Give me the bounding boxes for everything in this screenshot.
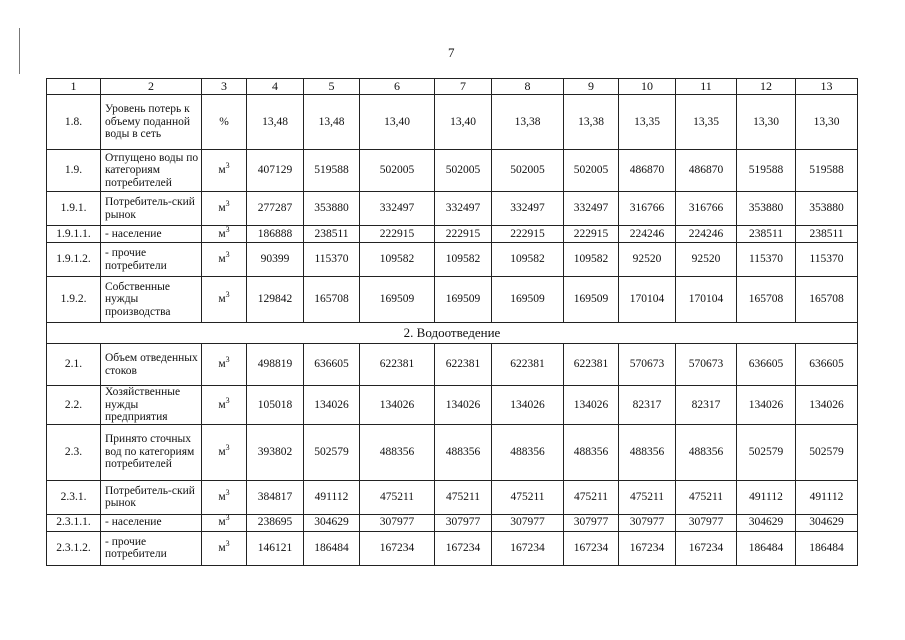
header-row xyxy=(47,79,858,95)
unit-superscript: 3 xyxy=(225,250,230,260)
value-cell: 304629 xyxy=(796,514,858,531)
unit-cell: $м^3$ xyxy=(202,150,247,192)
row-name-cell: Принято сточных вод по категориям потребителей xyxy=(101,424,202,480)
value-cell: 353880 xyxy=(304,192,360,226)
value-cell: 393802 xyxy=(247,424,304,480)
value-cell: 222915 xyxy=(435,226,492,243)
table-row xyxy=(47,150,858,192)
table-row xyxy=(47,531,858,565)
page-number: 7 xyxy=(448,45,455,60)
value-cell: 186484 xyxy=(304,531,360,565)
value-cell: 491112 xyxy=(737,480,796,514)
row-id-cell: 2.2. xyxy=(47,386,101,425)
table-row xyxy=(47,243,858,277)
value-cell: 167234 xyxy=(492,531,564,565)
value-cell: 169509 xyxy=(435,277,492,323)
value-cell: 238511 xyxy=(737,226,796,243)
value-cell: 475211 xyxy=(676,480,737,514)
row-name-cell: Потребитель-ский рынок xyxy=(101,480,202,514)
unit-cell: $м^3$ xyxy=(202,344,247,386)
unit-superscript: 3 xyxy=(225,513,230,523)
row-id-cell: 1.9.1.1. xyxy=(47,226,101,243)
unit-cell: % xyxy=(202,95,247,150)
column-number-cell: 12 xyxy=(737,79,796,95)
value-cell: 316766 xyxy=(676,192,737,226)
value-cell: 82317 xyxy=(619,386,676,425)
value-cell: 105018 xyxy=(247,386,304,425)
value-cell: 167234 xyxy=(435,531,492,565)
value-cell: 167234 xyxy=(619,531,676,565)
value-cell: 186484 xyxy=(796,531,858,565)
value-cell: 222915 xyxy=(492,226,564,243)
value-cell: 109582 xyxy=(360,243,435,277)
unit-cell: $м^3$ xyxy=(202,226,247,243)
table-row xyxy=(47,344,858,386)
value-cell: 13,35 xyxy=(619,95,676,150)
value-cell: 502005 xyxy=(435,150,492,192)
value-cell: 491112 xyxy=(796,480,858,514)
value-cell: 109582 xyxy=(564,243,619,277)
value-cell: 115370 xyxy=(737,243,796,277)
value-cell: 167234 xyxy=(676,531,737,565)
value-cell: 353880 xyxy=(737,192,796,226)
row-id-cell: 1.9.1.2. xyxy=(47,243,101,277)
value-cell: 475211 xyxy=(619,480,676,514)
unit-superscript: 3 xyxy=(225,395,230,405)
value-cell: 13,40 xyxy=(360,95,435,150)
unit-superscript: 3 xyxy=(225,355,230,365)
value-cell: 169509 xyxy=(564,277,619,323)
value-cell: 13,38 xyxy=(492,95,564,150)
unit-superscript: 3 xyxy=(225,199,230,209)
value-cell: 519588 xyxy=(796,150,858,192)
value-cell: 307977 xyxy=(492,514,564,531)
row-id-cell: 1.8. xyxy=(47,95,101,150)
value-cell: 622381 xyxy=(435,344,492,386)
value-cell: 134026 xyxy=(796,386,858,425)
value-cell: 238695 xyxy=(247,514,304,531)
unit-superscript: 3 xyxy=(225,538,230,548)
value-cell: 502005 xyxy=(360,150,435,192)
value-cell: 129842 xyxy=(247,277,304,323)
row-id-cell: 2.3.1.2. xyxy=(47,531,101,565)
row-id-cell: 2.1. xyxy=(47,344,101,386)
value-cell: 222915 xyxy=(360,226,435,243)
value-cell: 165708 xyxy=(304,277,360,323)
value-cell: 307977 xyxy=(676,514,737,531)
value-cell: 570673 xyxy=(619,344,676,386)
section-title: 2. Водоотведение xyxy=(47,323,858,344)
value-cell: 316766 xyxy=(619,192,676,226)
value-cell: 82317 xyxy=(676,386,737,425)
value-cell: 134026 xyxy=(737,386,796,425)
row-name-cell: Потребитель-ский рынок xyxy=(101,192,202,226)
value-cell: 491112 xyxy=(304,480,360,514)
value-cell: 502005 xyxy=(492,150,564,192)
value-cell: 486870 xyxy=(676,150,737,192)
column-number-cell: 9 xyxy=(564,79,619,95)
table-row xyxy=(47,514,858,531)
value-cell: 519588 xyxy=(737,150,796,192)
value-cell: 169509 xyxy=(360,277,435,323)
unit-superscript: 3 xyxy=(225,161,230,171)
value-cell: 115370 xyxy=(796,243,858,277)
section-row xyxy=(47,323,858,344)
value-cell: 353880 xyxy=(796,192,858,226)
value-cell: 115370 xyxy=(304,243,360,277)
table-row xyxy=(47,386,858,425)
table-row xyxy=(47,226,858,243)
row-id-cell: 1.9.2. xyxy=(47,277,101,323)
unit-cell: $м^3$ xyxy=(202,514,247,531)
value-cell: 109582 xyxy=(492,243,564,277)
value-cell: 622381 xyxy=(360,344,435,386)
unit-cell: $м^3$ xyxy=(202,243,247,277)
column-number-cell: 10 xyxy=(619,79,676,95)
value-cell: 134026 xyxy=(492,386,564,425)
table-row xyxy=(47,95,858,150)
unit-cell: $м^3$ xyxy=(202,386,247,425)
value-cell: 488356 xyxy=(676,424,737,480)
value-cell: 134026 xyxy=(564,386,619,425)
row-name-cell: Объем отведенных стоков xyxy=(101,344,202,386)
unit-superscript: 3 xyxy=(225,442,230,452)
table-row xyxy=(47,277,858,323)
value-cell: 498819 xyxy=(247,344,304,386)
column-number-cell: 8 xyxy=(492,79,564,95)
value-cell: 146121 xyxy=(247,531,304,565)
value-cell: 636605 xyxy=(737,344,796,386)
value-cell: 502579 xyxy=(796,424,858,480)
unit-cell: $м^3$ xyxy=(202,480,247,514)
unit-superscript: 3 xyxy=(225,290,230,300)
row-name-cell: Отпущено воды по категориям потребителей xyxy=(101,150,202,192)
unit-cell: $м^3$ xyxy=(202,531,247,565)
column-number-cell: 6 xyxy=(360,79,435,95)
row-name-cell: Собственные нужды производства xyxy=(101,277,202,323)
value-cell: 384817 xyxy=(247,480,304,514)
value-cell: 186484 xyxy=(737,531,796,565)
value-cell: 332497 xyxy=(360,192,435,226)
value-cell: 238511 xyxy=(304,226,360,243)
unit-cell: $м^3$ xyxy=(202,424,247,480)
value-cell: 622381 xyxy=(564,344,619,386)
unit-cell: $м^3$ xyxy=(202,192,247,226)
value-cell: 332497 xyxy=(564,192,619,226)
value-cell: 407129 xyxy=(247,150,304,192)
value-cell: 277287 xyxy=(247,192,304,226)
value-cell: 307977 xyxy=(360,514,435,531)
value-cell: 622381 xyxy=(492,344,564,386)
value-cell: 488356 xyxy=(360,424,435,480)
table-row xyxy=(47,480,858,514)
value-cell: 332497 xyxy=(492,192,564,226)
value-cell: 224246 xyxy=(676,226,737,243)
value-cell: 304629 xyxy=(737,514,796,531)
value-cell: 13,40 xyxy=(435,95,492,150)
row-id-cell: 1.9.1. xyxy=(47,192,101,226)
value-cell: 475211 xyxy=(564,480,619,514)
table-body xyxy=(47,79,858,566)
row-name-cell: - население xyxy=(101,226,202,243)
row-id-cell: 1.9. xyxy=(47,150,101,192)
unit-superscript: 3 xyxy=(225,224,230,234)
value-cell: 13,30 xyxy=(796,95,858,150)
value-cell: 13,48 xyxy=(304,95,360,150)
column-number-cell: 7 xyxy=(435,79,492,95)
value-cell: 13,30 xyxy=(737,95,796,150)
row-name-cell: Хозяйственные нужды предприятия xyxy=(101,386,202,425)
row-id-cell: 2.3.1.1. xyxy=(47,514,101,531)
data-table xyxy=(46,78,858,566)
column-number-cell: 3 xyxy=(202,79,247,95)
value-cell: 488356 xyxy=(492,424,564,480)
table-row xyxy=(47,192,858,226)
value-cell: 475211 xyxy=(492,480,564,514)
value-cell: 109582 xyxy=(435,243,492,277)
value-cell: 134026 xyxy=(360,386,435,425)
column-number-cell: 13 xyxy=(796,79,858,95)
value-cell: 502579 xyxy=(737,424,796,480)
value-cell: 332497 xyxy=(435,192,492,226)
value-cell: 13,38 xyxy=(564,95,619,150)
value-cell: 167234 xyxy=(564,531,619,565)
value-cell: 304629 xyxy=(304,514,360,531)
value-cell: 186888 xyxy=(247,226,304,243)
value-cell: 165708 xyxy=(796,277,858,323)
row-name-cell: - прочие потребители xyxy=(101,531,202,565)
value-cell: 170104 xyxy=(619,277,676,323)
value-cell: 170104 xyxy=(676,277,737,323)
value-cell: 92520 xyxy=(619,243,676,277)
value-cell: 488356 xyxy=(564,424,619,480)
value-cell: 169509 xyxy=(492,277,564,323)
value-cell: 90399 xyxy=(247,243,304,277)
value-cell: 488356 xyxy=(619,424,676,480)
row-id-cell: 2.3. xyxy=(47,424,101,480)
value-cell: 134026 xyxy=(435,386,492,425)
column-number-cell: 11 xyxy=(676,79,737,95)
row-name-cell: - прочие потребители xyxy=(101,243,202,277)
table-row xyxy=(47,424,858,480)
value-cell: 519588 xyxy=(304,150,360,192)
value-cell: 486870 xyxy=(619,150,676,192)
value-cell: 92520 xyxy=(676,243,737,277)
column-number-cell: 5 xyxy=(304,79,360,95)
row-name-cell: - население xyxy=(101,514,202,531)
value-cell: 307977 xyxy=(435,514,492,531)
value-cell: 570673 xyxy=(676,344,737,386)
value-cell: 307977 xyxy=(619,514,676,531)
row-id-cell: 2.3.1. xyxy=(47,480,101,514)
value-cell: 475211 xyxy=(360,480,435,514)
column-number-cell: 2 xyxy=(101,79,202,95)
value-cell: 13,35 xyxy=(676,95,737,150)
value-cell: 488356 xyxy=(435,424,492,480)
value-cell: 307977 xyxy=(564,514,619,531)
value-cell: 636605 xyxy=(796,344,858,386)
column-number-cell: 1 xyxy=(47,79,101,95)
value-cell: 636605 xyxy=(304,344,360,386)
value-cell: 222915 xyxy=(564,226,619,243)
value-cell: 13,48 xyxy=(247,95,304,150)
value-cell: 224246 xyxy=(619,226,676,243)
value-cell: 165708 xyxy=(737,277,796,323)
unit-superscript: 3 xyxy=(225,487,230,497)
column-number-cell: 4 xyxy=(247,79,304,95)
value-cell: 502005 xyxy=(564,150,619,192)
unit-cell: $м^3$ xyxy=(202,277,247,323)
value-cell: 167234 xyxy=(360,531,435,565)
row-name-cell: Уровень потерь к объему поданной воды в сеть xyxy=(101,95,202,150)
value-cell: 238511 xyxy=(796,226,858,243)
value-cell: 475211 xyxy=(435,480,492,514)
margin-mark xyxy=(19,28,20,74)
value-cell: 134026 xyxy=(304,386,360,425)
value-cell: 502579 xyxy=(304,424,360,480)
